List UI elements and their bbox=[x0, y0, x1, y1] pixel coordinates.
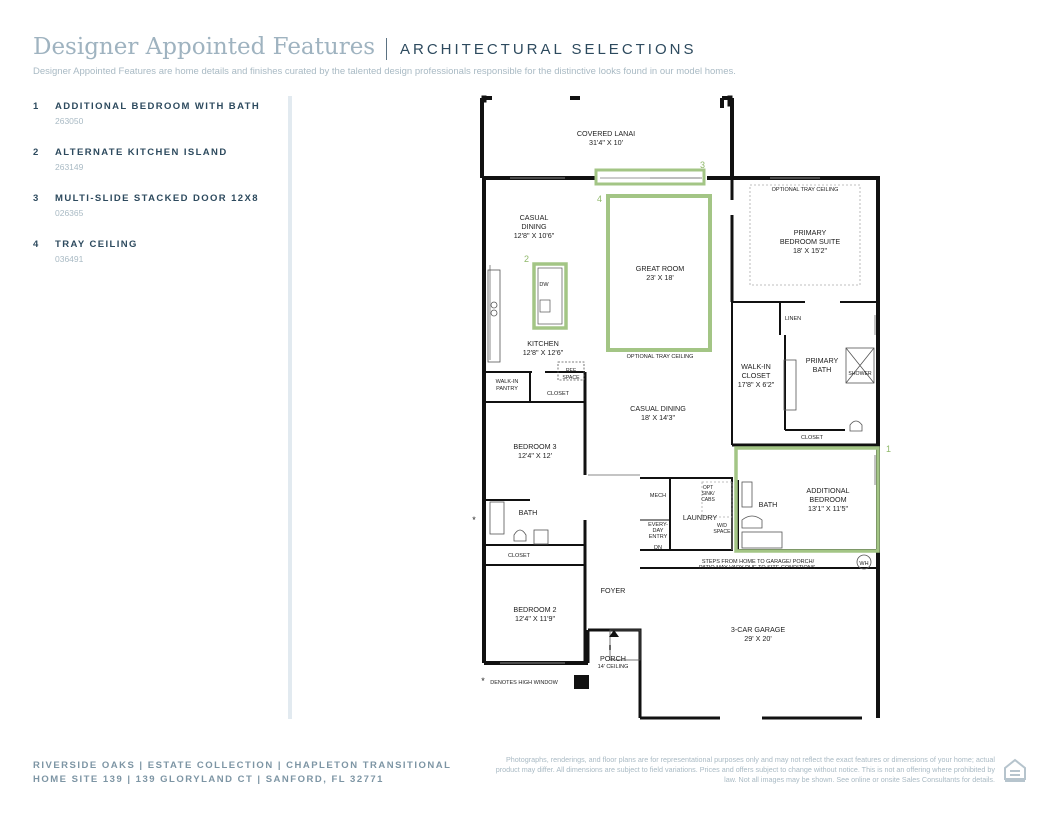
high-window-note: DENOTES HIGH WINDOW bbox=[490, 680, 558, 686]
bath-left-label: BATH bbox=[518, 508, 538, 517]
page-title: Designer Appointed Features bbox=[33, 34, 376, 60]
great-room-label: GREAT ROOM bbox=[635, 264, 685, 273]
feature-code: 036491 bbox=[55, 254, 84, 264]
feature-title: ADDITIONAL BEDROOM WITH BATH bbox=[55, 101, 261, 112]
disclaimer: Photographs, renderings, and floor plans are for representational purposes only and may not reflect the exact features or dimensions of your home; actual product may differ. All dimensions are subject to field variations. Prices and offers subject to change without notice. This is not an offering where prohibited by law. Not all images may be shown. See online or onsite Sales Consultants for details. bbox=[495, 755, 995, 784]
great-room-dim: 23' X 18' bbox=[646, 273, 674, 282]
casual-dining-dim: 12'8" X 10'6" bbox=[513, 231, 555, 240]
primary-bath-label: PRIMARY bbox=[805, 356, 839, 365]
opt-sink-label-3: CABS bbox=[701, 497, 715, 503]
page-subtitle: ARCHITECTURAL SELECTIONS bbox=[400, 41, 697, 58]
feature-code: 026365 bbox=[55, 208, 84, 218]
callout-1: 1 bbox=[886, 444, 892, 454]
additional-bedroom-label: ADDITIONAL bbox=[806, 486, 850, 495]
vertical-divider bbox=[288, 96, 292, 719]
opt-sink-label: OPT bbox=[702, 485, 714, 491]
bedroom-2-dim: 12'4" X 11'9" bbox=[514, 614, 556, 623]
garage-label: 3-CAR GARAGE bbox=[730, 625, 786, 634]
down-label: DN bbox=[654, 545, 662, 551]
mech-label: MECH bbox=[649, 493, 667, 499]
kitchen-dim: 12'8" X 12'6" bbox=[522, 348, 564, 357]
feature-code: 263149 bbox=[55, 162, 84, 172]
callout-4: 4 bbox=[597, 194, 603, 204]
dishwasher-label: DW bbox=[539, 282, 549, 288]
walk-in-closet-dim: 17'8" X 6'2" bbox=[737, 380, 775, 389]
bedroom-2-label: BEDROOM 2 bbox=[513, 605, 557, 614]
room-labels bbox=[472, 129, 872, 686]
walk-in-closet-label-2: CLOSET bbox=[741, 371, 771, 380]
feature-title: TRAY CEILING bbox=[55, 239, 138, 250]
primary-suite-label: PRIMARY bbox=[793, 228, 827, 237]
community-info bbox=[33, 759, 451, 787]
everyday-entry-label-3: ENTRY bbox=[648, 534, 668, 540]
lower-closet-label: CLOSET bbox=[507, 553, 531, 559]
porch-dim: 14' CEILING bbox=[597, 664, 629, 670]
lanai-dim: 31'4" X 10' bbox=[588, 138, 624, 147]
kitchen-closet-label: CLOSET bbox=[546, 391, 570, 397]
wd-space-label: SPACE bbox=[713, 529, 731, 535]
additional-bath-label: BATH bbox=[758, 500, 778, 509]
steps-note-2: PATIO MAY VARY DUE TO SITE CONDITIONS. bbox=[699, 565, 817, 571]
garage-dim: 29' X 20' bbox=[744, 634, 772, 643]
feature-callouts bbox=[524, 160, 891, 454]
foyer-label: FOYER bbox=[600, 586, 626, 595]
everyday-entry-label-2: DAY bbox=[652, 528, 664, 534]
feature-item bbox=[33, 191, 273, 237]
title-separator bbox=[386, 38, 387, 60]
walkin-pantry-label: WALK-IN bbox=[495, 379, 519, 385]
feature-list bbox=[33, 99, 273, 283]
feature-item bbox=[33, 145, 273, 191]
community-line: RIVERSIDE OAKS | ESTATE COLLECTION | CHAPLETON TRANSITIONAL bbox=[33, 760, 452, 771]
equal-housing-icon bbox=[1003, 757, 1027, 783]
bedroom-3-dim: 12'4" X 12' bbox=[517, 451, 553, 460]
water-heater-label: WH bbox=[859, 561, 869, 567]
ref-space-label: SPACE bbox=[562, 375, 580, 381]
page-description: Designer Appointed Features are home details and finishes curated by the talented design professionals responsible for the distinctive looks found in our model homes. bbox=[33, 66, 736, 77]
casual-dining-mid-label: CASUAL DINING bbox=[630, 404, 686, 413]
lanai-label: COVERED LANAI bbox=[576, 129, 636, 138]
optional-tray-mid: OPTIONAL TRAY CEILING bbox=[626, 354, 694, 360]
floor-plan-drawing bbox=[470, 90, 900, 730]
island-detail bbox=[538, 268, 562, 324]
feature-number: 3 bbox=[33, 193, 39, 204]
optional-tray-top: OPTIONAL TRAY CEILING bbox=[771, 187, 839, 193]
opt-sink-label-2: SINK/ bbox=[701, 491, 715, 497]
callout-2: 2 bbox=[524, 254, 530, 264]
laundry-label: LAUNDRY bbox=[682, 513, 718, 522]
ref-label: REF bbox=[565, 368, 577, 374]
casual-dining-mid-dim: 18' X 14'3" bbox=[640, 413, 676, 422]
feature-code: 263050 bbox=[55, 116, 84, 126]
shower-label: SHOWER bbox=[848, 371, 872, 377]
floor-plan bbox=[470, 90, 900, 735]
address-line: HOME SITE 139 | 139 GLORYLAND CT | SANFORD, FL 32771 bbox=[33, 774, 384, 785]
linen-label: LINEN bbox=[784, 316, 802, 322]
primary-closet-label: CLOSET bbox=[800, 435, 824, 441]
feature-title: MULTI-SLIDE STACKED DOOR 12X8 bbox=[55, 193, 259, 204]
kitchen-label: KITCHEN bbox=[527, 339, 559, 348]
porch-label: PORCH bbox=[600, 654, 626, 663]
additional-bedroom-dim: 13'1" X 11'5" bbox=[807, 504, 849, 513]
feature-item bbox=[33, 237, 273, 283]
everyday-entry-label: EVERY- bbox=[648, 522, 668, 528]
callout-3: 3 bbox=[700, 160, 706, 170]
primary-bath-label-2: BATH bbox=[812, 365, 832, 374]
additional-bedroom-label-2: BEDROOM bbox=[809, 495, 847, 504]
casual-dining-label: CASUAL bbox=[519, 213, 549, 222]
high-window-marker: * bbox=[472, 515, 476, 525]
feature-number: 2 bbox=[33, 147, 39, 158]
high-window-star: * bbox=[481, 676, 485, 686]
feature-title: ALTERNATE KITCHEN ISLAND bbox=[55, 147, 228, 158]
walkin-pantry-label-2: PANTRY bbox=[496, 386, 518, 392]
wd-label: W/D bbox=[716, 523, 728, 529]
casual-dining-label-2: DINING bbox=[521, 222, 547, 231]
steps-note: STEPS FROM HOME TO GARAGE/ PORCH/ bbox=[701, 559, 815, 565]
bedroom-3-label: BEDROOM 3 bbox=[513, 442, 557, 451]
feature-item bbox=[33, 99, 273, 145]
walk-in-closet-label: WALK-IN bbox=[741, 362, 771, 371]
feature-number: 4 bbox=[33, 239, 39, 250]
primary-suite-dim: 18' X 15'2" bbox=[792, 246, 828, 255]
feature-number: 1 bbox=[33, 101, 39, 112]
primary-suite-label-2: BEDROOM SUITE bbox=[779, 237, 841, 246]
